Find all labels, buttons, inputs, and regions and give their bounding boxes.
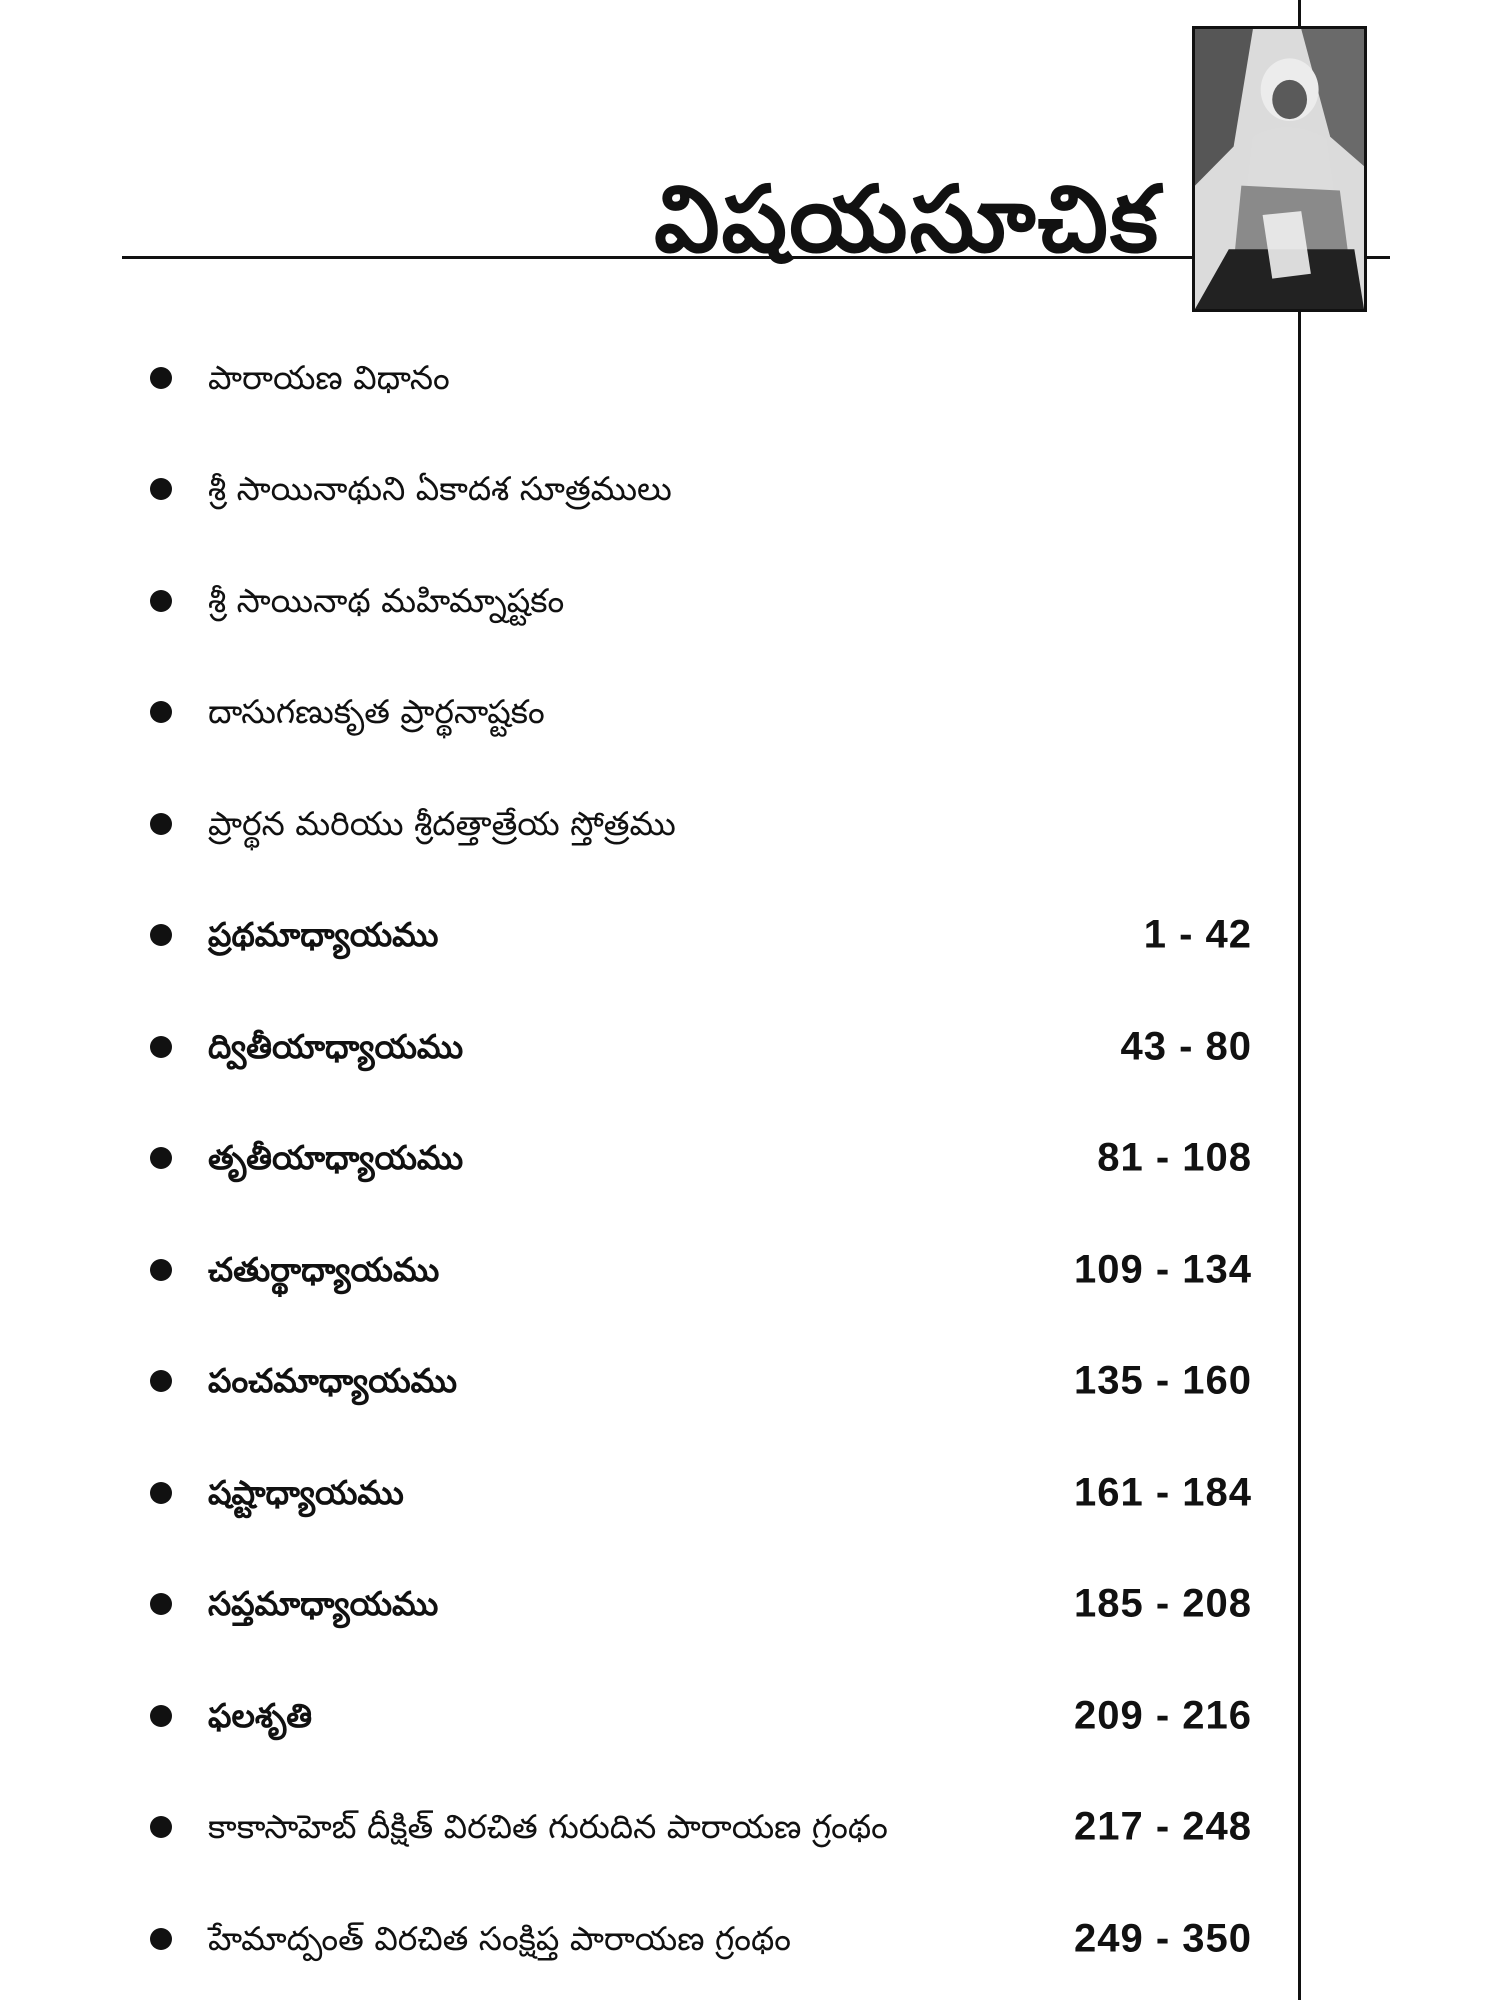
toc-entry	[150, 1549, 1260, 1661]
bullet-icon	[150, 1705, 172, 1727]
toc-entry-title: ప్రార్థన మరియు శ్రీదత్తాత్రేయ స్తోత్రము	[208, 803, 676, 843]
bullet-icon	[150, 590, 172, 612]
toc-entry	[150, 434, 1260, 546]
bullet-icon	[150, 1928, 172, 1950]
toc-entry	[150, 657, 1260, 769]
bullet-icon	[150, 1816, 172, 1838]
toc-entry-title: పారాయణ విధానం	[208, 357, 450, 397]
toc-entry	[150, 768, 1260, 880]
toc-entry-pages: 185 - 208	[1073, 1581, 1252, 1626]
bullet-icon	[150, 367, 172, 389]
toc-entry	[150, 880, 1260, 992]
toc-entry-title: శ్రీ సాయినాథ మహిమ్నాష్టకం	[208, 580, 565, 620]
toc-entry	[150, 1437, 1260, 1549]
toc-entry-pages: 161 - 184	[1073, 1470, 1252, 1515]
toc-entry-title: ద్వితీయాధ్యాయము	[208, 1026, 464, 1066]
toc-entry	[150, 1103, 1260, 1215]
bullet-icon	[150, 1593, 172, 1615]
bullet-icon	[150, 701, 172, 723]
toc-entry	[150, 1883, 1260, 1995]
toc-entry-pages: 249 - 350	[1073, 1916, 1252, 1961]
toc-entry	[150, 1214, 1260, 1326]
bullet-icon	[150, 1370, 172, 1392]
bullet-icon	[150, 1482, 172, 1504]
toc-entry-title: హేమాద్పంత్ విరచిత సంక్షిప్త పారాయణ గ్రంథం	[208, 1918, 791, 1958]
toc-entry-title: శ్రీ సాయినాథుని ఏకాదశ సూత్రములు	[208, 469, 672, 509]
toc-entry-title: పంచమాధ్యాయము	[208, 1361, 457, 1401]
toc-entry-title: ప్రథమాధ్యాయము	[208, 915, 439, 955]
toc-entry-title: దాసుగణుకృత ప్రార్థనాష్టకం	[208, 692, 545, 732]
toc-entry	[150, 1772, 1260, 1884]
toc-entry	[150, 322, 1260, 434]
toc-entry-title: తృతీయాధ్యాయము	[208, 1138, 464, 1178]
bullet-icon	[150, 1147, 172, 1169]
bullet-icon	[150, 478, 172, 500]
toc-entry	[150, 1660, 1260, 1772]
toc-entry-pages: 1 - 42	[1143, 912, 1252, 957]
toc-entry-pages: 109 - 134	[1073, 1247, 1252, 1292]
toc-entry-pages: 43 - 80	[1120, 1024, 1252, 1069]
toc-entry-title: కాకాసాహెబ్ దీక్షిత్ విరచిత గురుదిన పారాయణ గ్రంథం	[208, 1807, 888, 1847]
toc-entry	[150, 545, 1260, 657]
toc-entry	[150, 1326, 1260, 1438]
toc-entry-title: ఫలశృతి	[208, 1695, 313, 1735]
toc-entry-pages: 209 - 216	[1073, 1693, 1252, 1738]
bullet-icon	[150, 924, 172, 946]
toc-entry-title: షష్టాధ్యాయము	[208, 1472, 404, 1512]
toc-entry	[150, 991, 1260, 1103]
bullet-icon	[150, 1036, 172, 1058]
bullet-icon	[150, 813, 172, 835]
toc-entry-pages: 81 - 108	[1097, 1135, 1252, 1180]
table-of-contents	[150, 322, 1260, 1995]
toc-entry-pages: 135 - 160	[1073, 1358, 1252, 1403]
bullet-icon	[150, 1259, 172, 1281]
toc-entry-title: సప్తమాధ్యాయము	[208, 1584, 439, 1624]
toc-entry-pages: 217 - 248	[1073, 1804, 1252, 1849]
portrait-photo	[1192, 26, 1367, 312]
page-title: విషయసూచిక	[654, 166, 1160, 273]
toc-entry-title: చతుర్థాధ్యాయము	[208, 1249, 440, 1289]
